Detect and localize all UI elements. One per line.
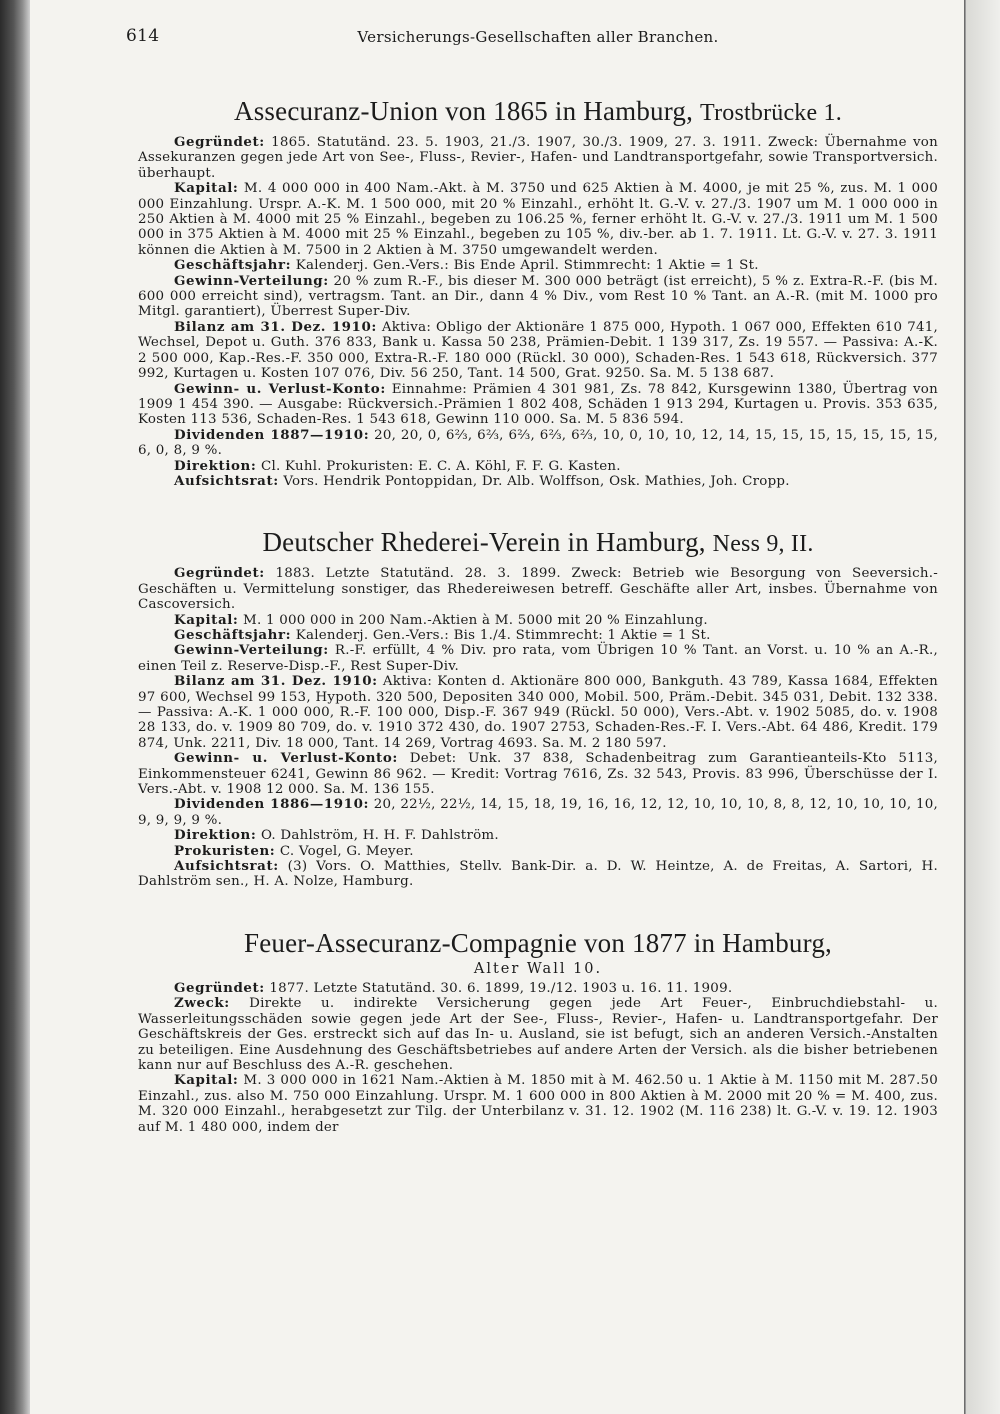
entry-paragraph	[138, 1073, 938, 1135]
entry-paragraph	[138, 566, 938, 612]
field-label: Kapital:	[174, 611, 239, 628]
field-text: Kalenderj. Gen.-Vers.: Bis Ende April. Stimmrecht: 1 Aktie = 1 St.	[295, 258, 759, 274]
field-label: Kapital:	[174, 180, 239, 197]
entry-paragraph	[138, 859, 938, 890]
field-label: Kapital:	[174, 1072, 239, 1089]
field-label: Prokuristen:	[174, 842, 276, 859]
field-label: Gewinn- u. Verlust-Konto:	[174, 380, 386, 397]
field-label: Gegründet:	[174, 134, 265, 150]
field-text: Aktiva: Obligo der Aktionäre 1 875 000, Hypoth. 1 067 000, Effekten 610 741, Wechsel, Depot u. Guth. 376 833, Bank u. Kassa 50 238, Prämien-Debit. 1 139 317, Zs. 19 557. — Passiva: A.-K. 2 500 000, Kap.-Res.-F. 350 000, Extra-R.-F. 180 000 (Rückl. 30 000), Schaden-Res. 1 543 618, Rückversich. 377 992, Kurtagen u. Kosten 107 076, Div. 56 250, Tant. 14 500, Grat. 9250. Sa. M. 5 138 687.	[138, 319, 939, 382]
field-text: (3) Vors. O. Matthies, Stellv. Bank-Dir. a. D. W. Heintze, A. de Freitas, A. Sartori, H. Dahlström sen., H. A. Nolze, Hamburg.	[138, 859, 938, 890]
field-label: Bilanz am 31. Dez. 1910:	[174, 673, 378, 690]
field-text: 1865. Statutänd. 23. 5. 1903, 21./3. 1907, 30./3. 1909, 27. 3. 1911. Zweck: Übernahme von Assekuranzen gegen jede Art von See-, Fluss-, Revier-, Hafen- und Landtransportgefahr, sowie Transportversich. überhaupt.	[138, 135, 938, 181]
field-text: Vors. Hendrik Pontoppidan, Dr. Alb. Wolffson, Osk. Mathies, Joh. Cropp.	[283, 473, 790, 489]
entry-paragraph	[138, 459, 938, 474]
field-label: Gewinn- u. Verlust-Konto:	[174, 750, 398, 767]
company-name: Assecuranz-Union von 1865 in Hamburg,	[234, 96, 694, 126]
company-address: Trostbrücke 1.	[700, 100, 842, 126]
field-text: 20, 22½, 22½, 14, 15, 18, 19, 16, 16, 12, 12, 10, 10, 10, 8, 8, 12, 10, 10, 10, 10, 9, 9, 9, 9 %.	[138, 797, 938, 828]
book-binding-shadow	[0, 0, 30, 1414]
entry-paragraph	[138, 382, 938, 428]
field-label: Dividenden 1886—1910:	[174, 796, 370, 813]
field-text: 20 % zum R.-F., bis dieser M. 300 000 beträgt (ist erreicht), 5 % z. Extra-R.-F. (bis M. 600 000 erreicht sind), vertragsm. Tant. an Dir., dann 4 % Div., vom Rest 10 % Tant. an A.-R. (mit M. 1000 pro Mitgl. garantiert), Überrest Super-Div.	[138, 273, 938, 320]
company-name: Deutscher Rhederei-Verein in Hamburg,	[262, 527, 706, 558]
field-label: Dividenden 1887—1910:	[174, 426, 370, 443]
field-label: Zweck:	[174, 995, 230, 1012]
page	[126, 20, 939, 1135]
company-entry	[138, 527, 938, 890]
field-text: 1877. Letzte Statutänd. 30. 6. 1899, 19./12. 1903 u. 16. 11. 1909.	[269, 980, 733, 996]
field-text: 20, 20, 0, 6⅔, 6⅔, 6⅔, 6⅔, 6⅔, 10, 0, 10, 10, 12, 14, 15, 15, 15, 15, 15, 15, 15, 6, 0, 8, 9 %.	[138, 427, 938, 459]
company-entry	[138, 96, 938, 489]
field-label: Aufsichtsrat:	[174, 472, 279, 489]
entry-paragraph	[138, 996, 938, 1073]
entry-paragraph	[138, 258, 938, 273]
company-address: Alter Wall 10.	[473, 960, 603, 977]
company-address: Ness 9, II.	[712, 531, 814, 558]
field-label: Bilanz am 31. Dez. 1910:	[174, 318, 377, 335]
entry-paragraph	[138, 274, 938, 320]
field-text: R.-F. erfüllt, 4 % Div. pro rata, vom Übrigen 10 % Tant. an Vorst. u. 10 % an A.-R., einen Teil z. Reserve-Disp.-F., Rest Super-Div.	[138, 643, 938, 674]
field-text: Einnahme: Prämien 4 301 981, Zs. 78 842, Kursgewinn 1380, Übertrag von 1909 1 454 390. — Ausgabe: Rückversich.-Prämien 1 802 408, Schäden 1 913 294, Kurtagen u. Provis. 353 635, Kosten 113 536, Schaden-Res. 1 543 618, Gewinn 110 000. Sa. M. 5 836 594.	[138, 381, 938, 428]
field-text: Kalenderj. Gen.-Vers.: Bis 1./4. Stimmrecht: 1 Aktie = 1 St.	[295, 627, 711, 643]
field-text: Aktiva: Konten d. Aktionäre 800 000, Bankguth. 43 789, Kassa 1684, Effekten 97 600, Wechsel 99 153, Hypoth. 320 500, Depositen 340 000, Mobil. 500, Präm.-Debit. 345 031, Debit. 132 338. — Passiva: A.-K. 1 000 000, R.-F. 100 000, Disp.-F. 367 949 (Rückl. 50 000), Vers.-Abt. v. 1902 5085, do. v. 1908 28 133, do. v. 1909 80 709, do. v. 1910 372 430, do. 1907 2753, Schaden-Res.-F. I. Vers.-Abt. 64 486, Kredit. 179 874, Unk. 2211, Div. 18 000, Tant. 14 269, Vortrag 4693. Sa. M. 2 180 597.	[138, 674, 938, 751]
field-label: Aufsichtsrat:	[174, 858, 279, 875]
adjacent-page-edge	[965, 0, 1000, 1414]
company-entry	[138, 928, 938, 1135]
field-label: Direktion:	[174, 827, 257, 844]
company-name: Feuer-Assecuranz-Compagnie von 1877 in Hamburg,	[244, 927, 832, 958]
entry-paragraph	[138, 844, 938, 859]
field-label: Geschäftsjahr:	[174, 626, 292, 643]
company-heading	[138, 928, 938, 959]
entry-paragraph	[138, 751, 938, 797]
field-label: Gewinn-Verteilung:	[174, 642, 329, 659]
field-label: Geschäftsjahr:	[174, 257, 292, 274]
field-text: O. Dahlström, H. H. F. Dahlström.	[260, 828, 499, 844]
company-heading	[138, 96, 938, 127]
entry-paragraph	[138, 674, 938, 751]
field-label: Gewinn-Verteilung:	[174, 272, 329, 289]
field-text: Direkte u. indirekte Versicherung gegen jede Art Feuer-, Einbruchdiebstahl- u. Wasserleitungsschäden sowie gegen jede Art der See-, Fluss-, Revier-, Hafen- u. Landtransportgefahr. Der Geschäftskreis der Ges. erstreckt sich auf das In- u. Ausland, sie ist befugt, sich an anderen Versich.-Anstalten zu beteiligen. Eine Ausdehnung des Geschäftsbetriebes auf andere Arten der Versich. als die bisher betriebenen kann nur auf Beschluss des A.-R. geschehen.	[138, 996, 939, 1073]
field-text: M. 1 000 000 in 200 Nam.-Aktien à M. 5000 mit 20 % Einzahlung.	[242, 612, 708, 628]
field-label: Gegründet:	[174, 565, 265, 582]
field-label: Gegründet:	[174, 979, 265, 996]
running-head	[126, 20, 938, 50]
entry-paragraph	[138, 181, 938, 258]
entry-paragraph	[138, 797, 938, 828]
entry-paragraph	[138, 135, 938, 181]
entry-paragraph	[138, 613, 938, 628]
entry-paragraph	[138, 428, 938, 459]
entry-paragraph	[138, 981, 938, 996]
entry-paragraph	[138, 643, 938, 674]
field-text: M. 4 000 000 in 400 Nam.-Akt. à M. 3750 und 625 Aktien à M. 4000, je mit 25 %, zus. M. 1 000 000 Einzahlung. Urspr. A.-K. M. 1 500 000, mit 20 % Einzahl., erhöht lt. G.-V. v. 27./3. 1907 um M. 1 000 000 in 250 Aktien à M. 4000 mit 25 % Einzahl., begeben zu 106.25 %, ferner erhöht lt. G.-V. v. 27./3. 1911 um M. 1 500 000 in 375 Aktien à M. 4000 mit 25 % Einzahl., begeben zu 105 %, div.-ber. ab 1. 7. 1911. Lt. G.-V. v. 27. 3. 1911 können die Aktien à M. 7500 in 2 Aktien à M. 3750 umgewandelt werden.	[138, 181, 938, 258]
field-text: C. Vogel, G. Meyer.	[279, 843, 414, 859]
running-title: Versicherungs-Gesellschaften aller Branchen.	[357, 28, 719, 46]
field-text: 1883. Letzte Statutänd. 28. 3. 1899. Zweck: Betrieb wie Besorgung von Seeversich.-Geschäften u. Vermittelung sonstiger, das Rhedereiwesen betreff. Geschäfte aller Art, insbes. Übernahme von Cascoversich.	[138, 566, 938, 613]
entry-paragraph	[138, 828, 938, 843]
entry-paragraph	[138, 320, 938, 382]
field-text: Cl. Kuhl. Prokuristen: E. C. A. Köhl, F. F. G. Kasten.	[260, 458, 621, 474]
field-label: Direktion:	[174, 457, 257, 474]
entry-paragraph	[138, 474, 938, 489]
field-text: M. 3 000 000 in 1621 Nam.-Aktien à M. 1850 mit à M. 462.50 u. 1 Aktie à M. 1150 mit M. 287.50 Einzahl., zus. also M. 750 000 Einzahlung. Urspr. M. 1 600 000 in 800 Aktien à M. 2000 mit 20 % = M. 400, zus. M. 320 000 Einzahl., herabgesetzt zur Tilg. der Unterbilanz v. 31. 12. 1902 (M. 116 238) lt. G.-V. v. 19. 12. 1903 auf M. 1 480 000, indem der	[138, 1073, 938, 1135]
company-heading	[138, 527, 938, 558]
page-number: 614	[126, 26, 160, 46]
field-text: Debet: Unk. 37 838, Schadenbeitrag zum Garantieanteils-Kto 5113, Einkommensteuer 6241, Gewinn 86 962. — Kredit: Vortrag 7616, Zs. 32 543, Provis. 83 996, Überschüsse der I. Vers.-Abt. v. 1908 12 000. Sa. M. 136 155.	[138, 751, 938, 798]
